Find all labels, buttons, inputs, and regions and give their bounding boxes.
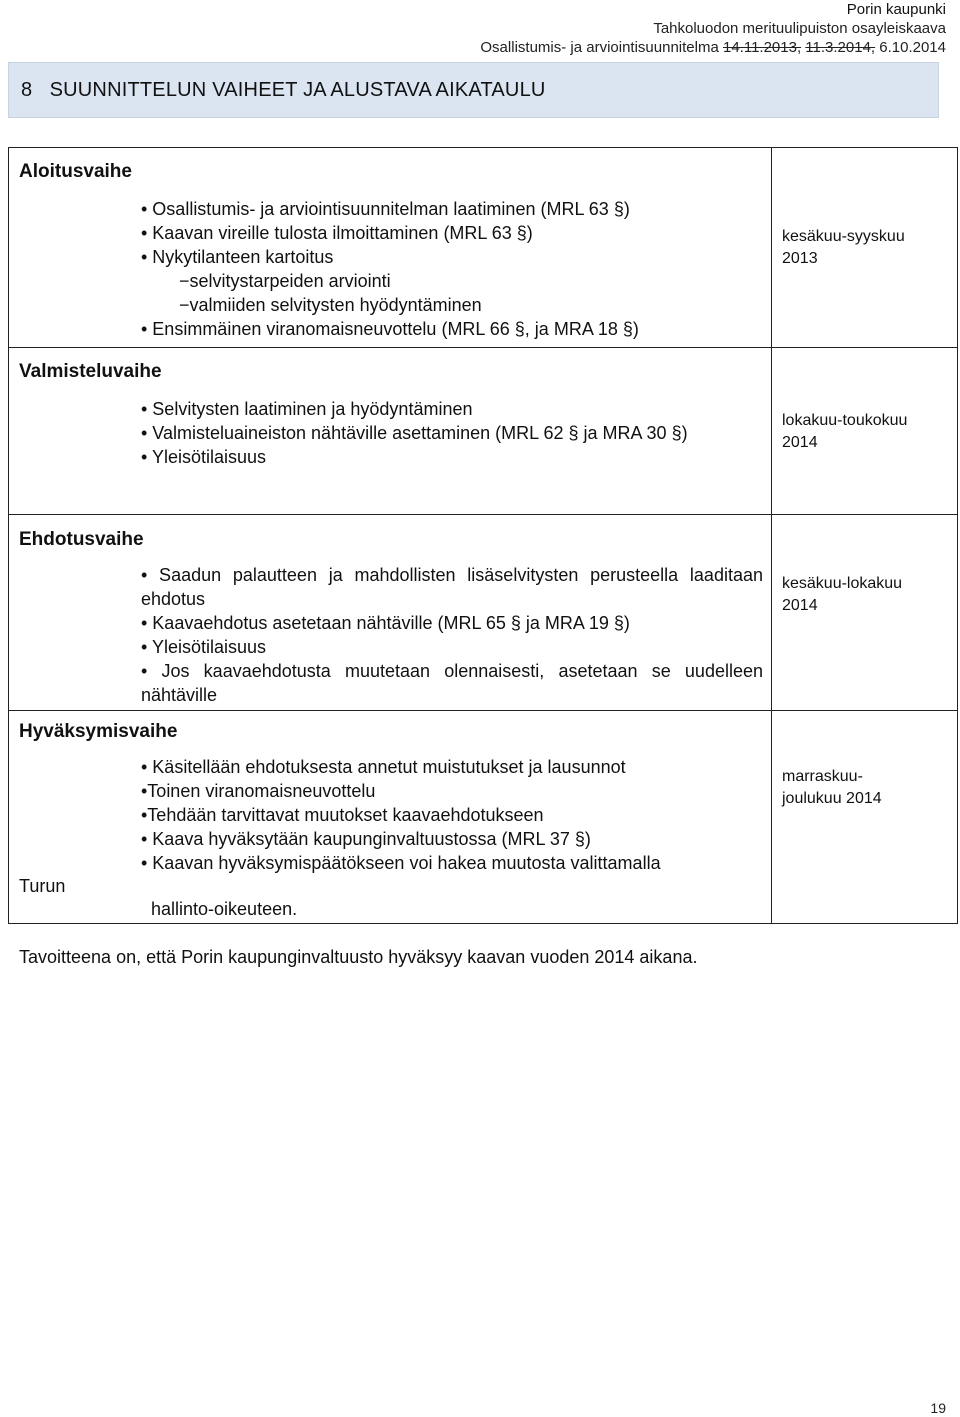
phase-items bbox=[141, 755, 766, 921]
list-item: • Kaavan hyväksymispäätökseen voi hakea muutosta valittamalla bbox=[141, 853, 661, 873]
header-doc-line bbox=[480, 38, 946, 57]
table-row-divider bbox=[8, 347, 958, 348]
list-item: • Nykytilanteen kartoitus bbox=[141, 247, 334, 267]
list-item: •Toinen viranomaisneuvottelu bbox=[141, 781, 376, 801]
page-number: 19 bbox=[930, 1400, 946, 1416]
list-item: • Osallistumis- ja arviointisuunnitelman laatiminen (MRL 63 §) bbox=[141, 199, 630, 219]
phase-timing: lokakuu-toukokuu 2014 bbox=[782, 412, 908, 451]
table-row-divider bbox=[8, 710, 958, 711]
list-item: • Saadun palautteen ja mahdollisten lisäselvitysten perusteella laaditaan ehdotus bbox=[141, 565, 763, 609]
header-city: Porin kaupunki bbox=[846, 1, 946, 18]
phase-timing: kesäkuu-syyskuu 2013 bbox=[782, 228, 905, 267]
header-date-struck-2: 11.3.2014, bbox=[805, 39, 876, 56]
table-row-divider bbox=[8, 514, 958, 515]
phase-timing: marraskuu- joulukuu 2014 bbox=[782, 768, 882, 807]
list-item: • Valmisteluaineiston nähtäville asettaminen (MRL 62 § ja MRA 30 §) bbox=[141, 423, 688, 443]
phase-name: Hyväksymisvaihe bbox=[19, 721, 178, 742]
list-subitem: −valmiiden selvitysten hyödyntäminen bbox=[179, 295, 482, 315]
phase-items bbox=[141, 563, 763, 707]
phase-items bbox=[141, 397, 763, 469]
list-item: • Yleisötilaisuus bbox=[141, 447, 267, 467]
header-doc-name: Osallistumis- ja arviointisuunnitelma bbox=[480, 39, 719, 56]
list-item: • Käsitellään ehdotuksesta annetut muistutukset ja lausunnot bbox=[141, 757, 626, 777]
list-item: • Yleisötilaisuus bbox=[141, 637, 267, 657]
list-item: • Jos kaavaehdotusta muutetaan olennaisesti, asetetaan se uudelleen nähtäville bbox=[141, 661, 763, 705]
stray-text: Turun bbox=[19, 876, 66, 896]
list-item: • Selvitysten laatiminen ja hyödyntäminen bbox=[141, 399, 473, 419]
table-column-divider bbox=[771, 147, 772, 924]
phase-name: Ehdotusvaihe bbox=[19, 529, 144, 550]
list-item-continuation: hallinto-oikeuteen. bbox=[151, 899, 298, 919]
phase-name: Aloitusvaihe bbox=[19, 161, 132, 182]
section-title-band bbox=[8, 62, 939, 118]
header-plan-name: Tahkoluodon merituulipuiston osayleiskaava bbox=[653, 20, 946, 37]
list-subitem: −selvitystarpeiden arviointi bbox=[179, 271, 391, 291]
phase-name: Valmisteluvaihe bbox=[19, 361, 162, 382]
list-item: • Kaavan vireille tulosta ilmoittaminen (MRL 63 §) bbox=[141, 223, 533, 243]
summary-text: Tavoitteena on, että Porin kaupunginvaltuusto hyväksyy kaavan vuoden 2014 aikana. bbox=[19, 947, 698, 967]
section-title: 8 SUUNNITTELUN VAIHEET JA ALUSTAVA AIKATAULU bbox=[21, 79, 546, 101]
document-header bbox=[480, 0, 946, 57]
phase-timing: kesäkuu-lokakuu 2014 bbox=[782, 575, 903, 614]
header-date-current: 6.10.2014 bbox=[879, 39, 946, 56]
list-item: • Ensimmäinen viranomaisneuvottelu (MRL 66 §, ja MRA 18 §) bbox=[141, 319, 639, 339]
list-item: • Kaava hyväksytään kaupunginvaltuustossa (MRL 37 §) bbox=[141, 829, 591, 849]
header-date-struck-1: 14.11.2013, bbox=[722, 39, 802, 56]
list-item: •Tehdään tarvittavat muutokset kaavaehdotukseen bbox=[141, 805, 544, 825]
list-item: • Kaavaehdotus asetetaan nähtäville (MRL 65 § ja MRA 19 §) bbox=[141, 613, 630, 633]
phase-items bbox=[141, 197, 639, 341]
